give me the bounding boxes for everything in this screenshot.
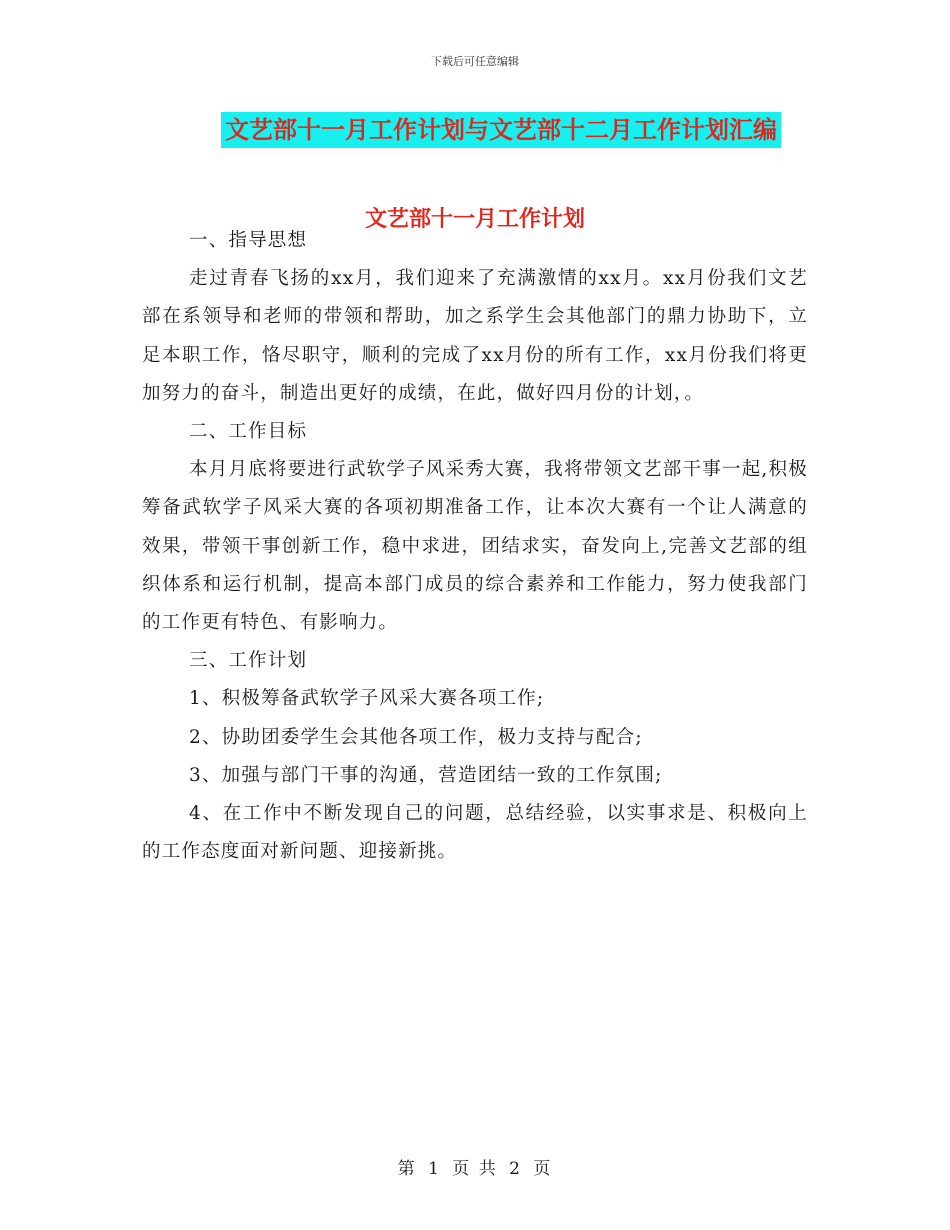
heading-guiding-ideology: 一、指导思想 — [189, 230, 308, 251]
plan-item-3: 3、加强与部门干事的沟通，营造团结一致的工作氛围; — [189, 764, 663, 786]
paragraph-guiding-ideology: 走过青春飞扬的xx月，我们迎来了充满激情的xx月。xx月份我们文艺部在系领导和老师的带领和帮助，加之系学生会其他部门的鼎力协助下，立足本职工作，恪尽职守，顺利的完成了xx月份的所有工作，xx月份我们将更加努力的奋斗，制造出更好的成绩，在此，做好四月份的计划，。 — [142, 268, 808, 404]
footer-prefix: 第 — [397, 1159, 417, 1179]
page-footer — [0, 1154, 950, 1179]
plan-item-4: 4、在工作中不断发现自己的问题，总结经验，以实事求是、积极向上的工作态度面对新问题、迎接新挑。 — [142, 803, 808, 863]
plan-item-2: 2、协助团委学生会其他各项工作，极力支持与配合; — [189, 726, 643, 748]
heading-work-goals: 二、工作目标 — [189, 421, 308, 443]
header-note: 下载后可任意编辑 — [431, 55, 519, 68]
section-title: 文艺部十一月工作计划 — [364, 207, 585, 232]
plan-item-1: 1、积极筹备武软学子风采大赛各项工作; — [189, 688, 545, 710]
footer-suffix: 页 — [533, 1159, 553, 1179]
document-body — [142, 222, 808, 871]
footer-page-number: 1 — [428, 1159, 441, 1179]
heading-work-plan: 三、工作计划 — [189, 650, 308, 672]
main-title-container — [0, 112, 950, 148]
footer-middle: 页 共 — [452, 1159, 498, 1179]
main-title: 文艺部十一月工作计划与文艺部十二月工作计划汇编 — [221, 112, 781, 148]
paragraph-work-goals: 本月月底将要进行武软学子风采秀大赛，我将带领文艺部干事一起,积极筹备武软学子风采大赛的各项初期准备工作，让本次大赛有一个让人满意的效果，带领干事创新工作，稳中求进，团结求实，奋发向上,完善文艺部的组织体系和运行机制，提高本部门成员的综合素养和工作能力，努力使我部门的工作更有特色、有影响力。 — [142, 459, 808, 634]
footer-total-pages: 2 — [509, 1159, 522, 1179]
